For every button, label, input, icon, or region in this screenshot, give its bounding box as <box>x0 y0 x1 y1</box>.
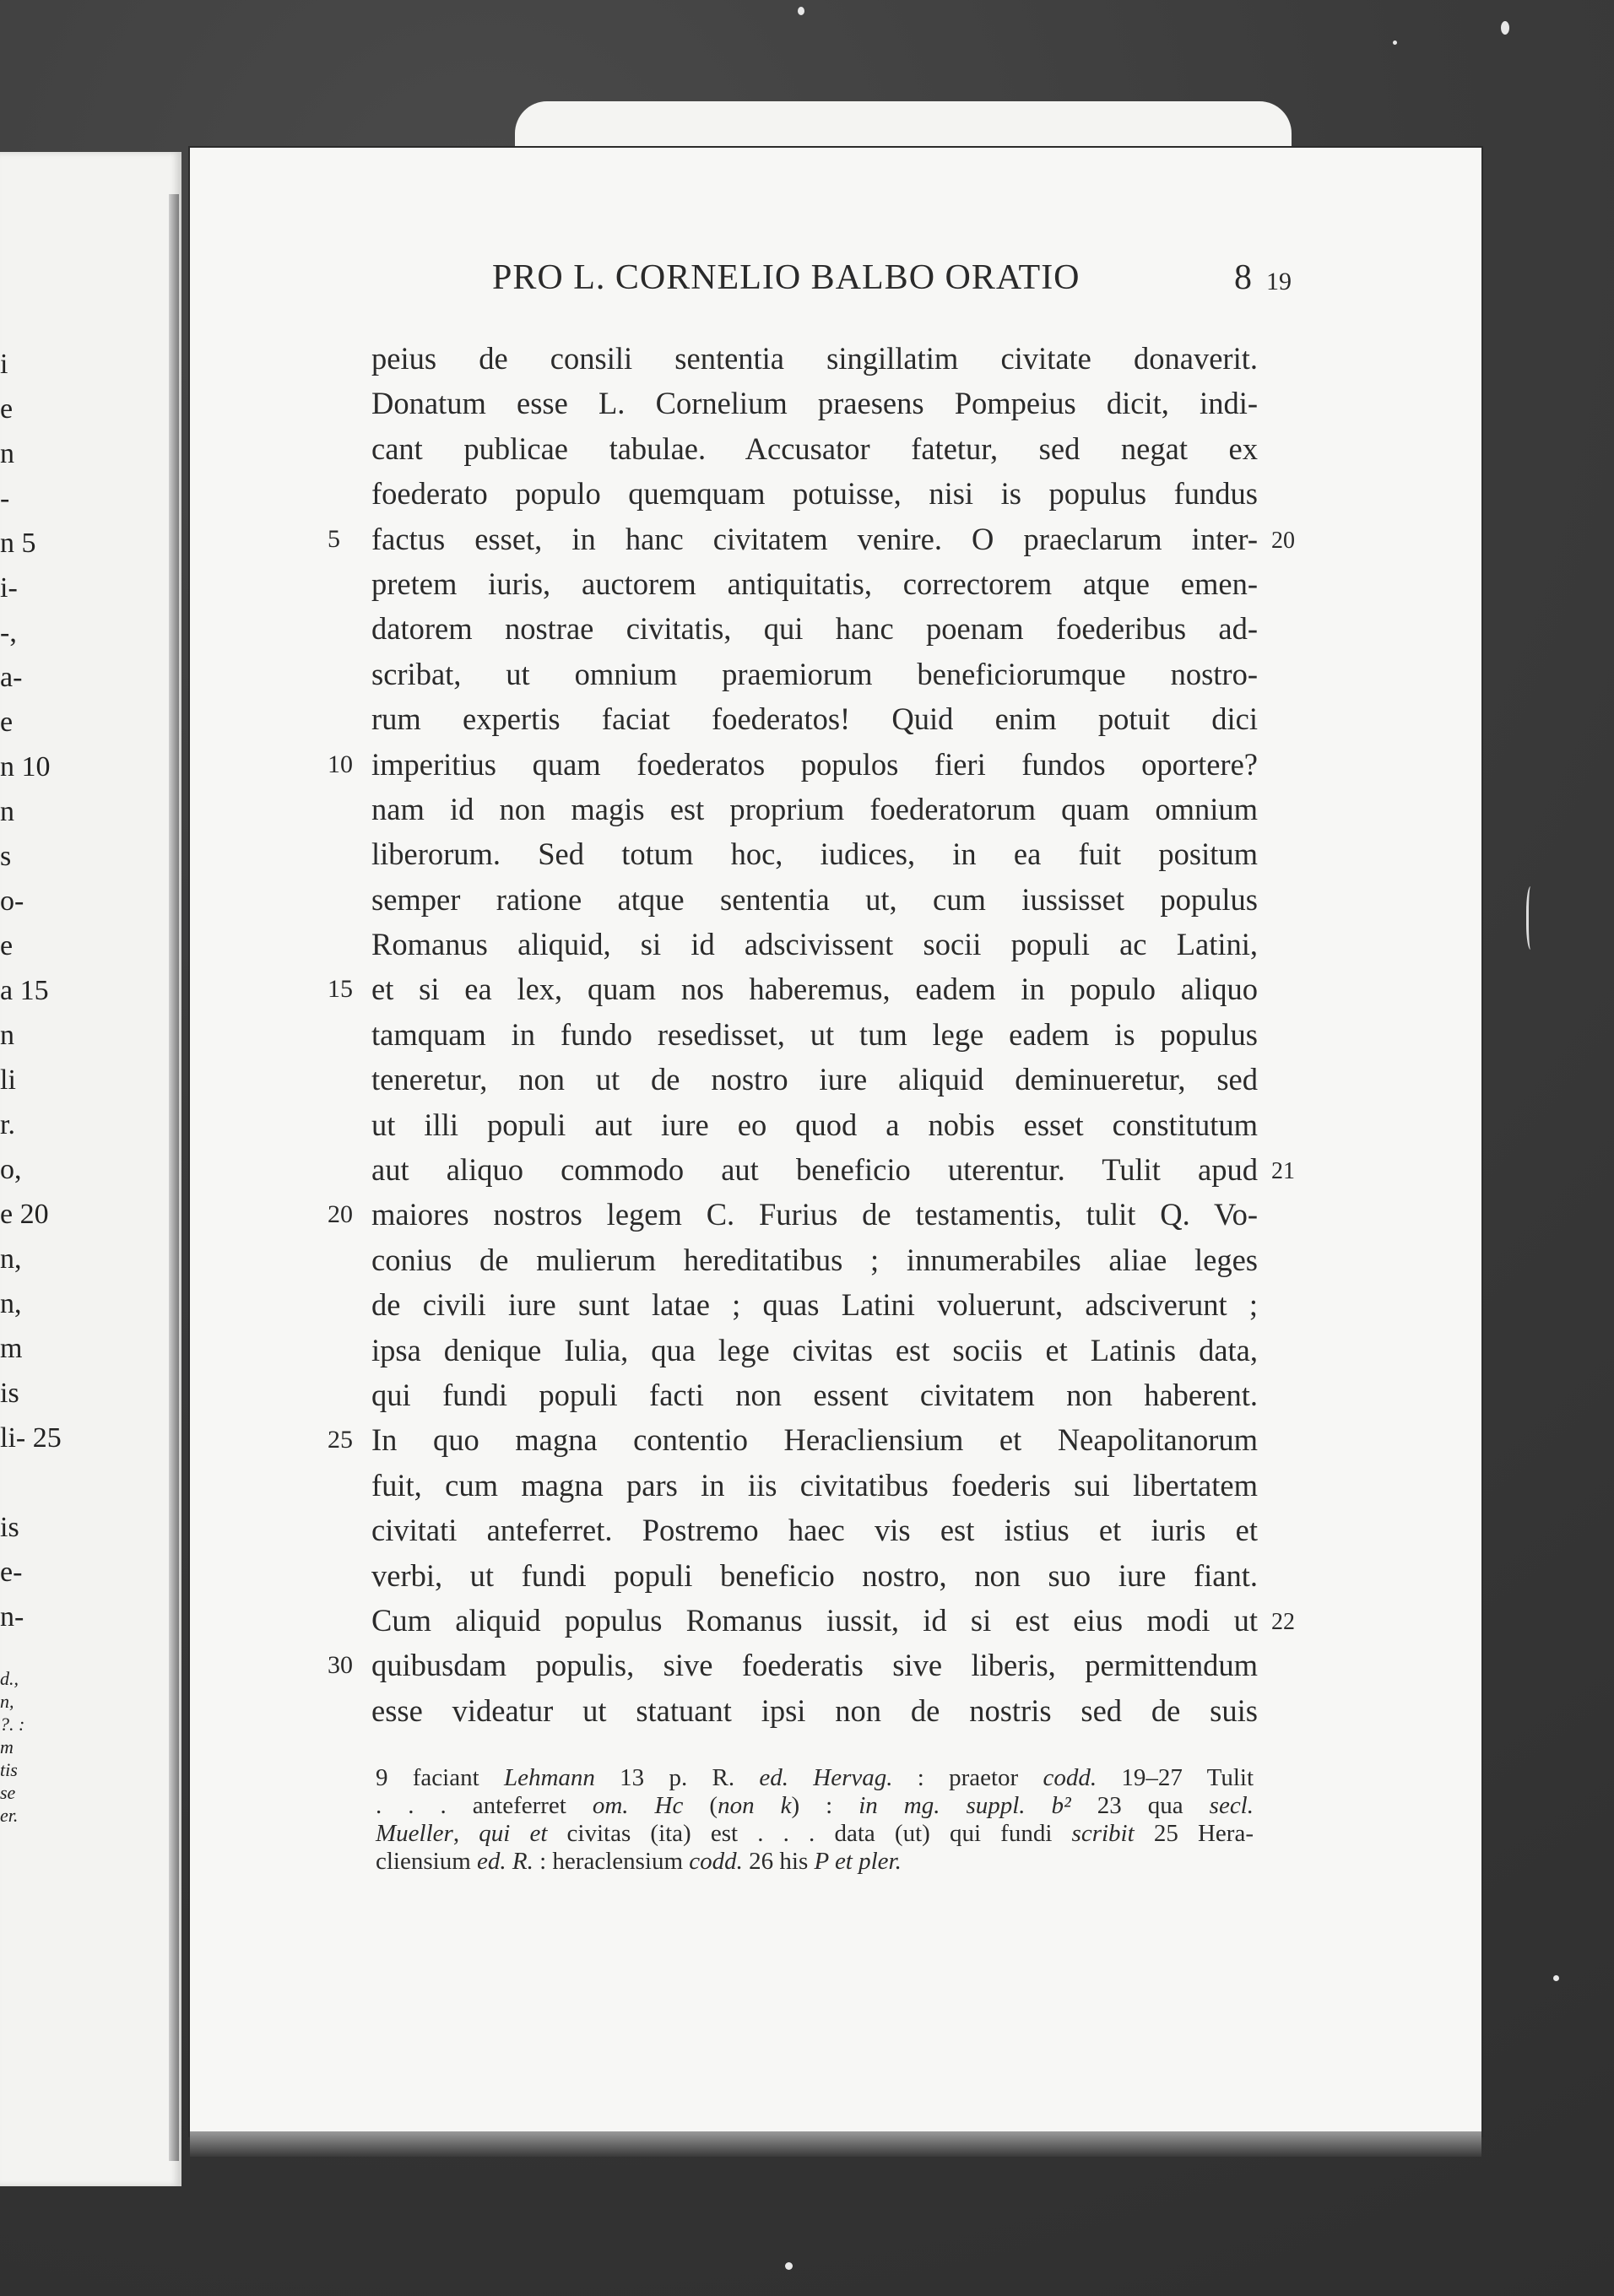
line-text: foederato populo quemquam potuisse, nisi is populus fundus <box>371 476 1258 512</box>
line-text: scribat, ut omnium praemiorum beneficiorumque nostro- <box>371 656 1258 691</box>
text-line <box>371 1508 1258 1552</box>
left-line: li- 25 <box>0 1422 62 1454</box>
left-page-notes <box>0 1667 34 1827</box>
line-text: verbi, ut fundi populi beneficio nostro, non suo iure fiant. <box>371 1557 1258 1593</box>
body-text <box>328 336 1295 1733</box>
text-line <box>371 1328 1258 1373</box>
text-line <box>371 1237 1258 1282</box>
line-text: cant publicae tabulae. Accusator fatetur, sed negat ex <box>371 430 1258 466</box>
text-line <box>371 606 1258 651</box>
line-text: nam id non magis est proprium foederatorum quam omnium <box>371 791 1258 826</box>
apparatus-line: Mueller, qui et civitas (ita) est . . . data (ut) qui fundi scribit 25 Hera- <box>376 1820 1254 1847</box>
left-line: o- <box>0 885 24 917</box>
line-text: Romanus aliquid, si id adscivissent socii populi ac Latini, <box>371 927 1258 962</box>
line-text: et si ea lex, quam nos haberemus, eadem in populo aliquo <box>371 972 1258 1007</box>
left-line: e <box>0 930 14 961</box>
left-note: er. <box>0 1805 19 1826</box>
left-line: i- <box>0 572 18 604</box>
line-text: pretem iuris, auctorem antiquitatis, correctorem atque emen- <box>371 566 1258 601</box>
page-gutter <box>169 194 179 2161</box>
left-line: o, <box>0 1154 22 1185</box>
text-line <box>371 877 1258 922</box>
left-line: is <box>0 1512 19 1543</box>
page-number: 8 <box>1234 258 1252 297</box>
text-line <box>371 1373 1258 1417</box>
section-number: 19 <box>1266 268 1292 295</box>
line-text: qui fundi populi facti non essent civitatem non haberent. <box>371 1377 1258 1412</box>
left-line: n <box>0 438 14 469</box>
left-line: is <box>0 1378 19 1409</box>
line-text: In quo magna contentio Heracliensium et Neapolitanorum <box>371 1422 1258 1458</box>
left-note: se <box>0 1782 16 1803</box>
scan-artifact <box>1526 886 1537 950</box>
left-line: e <box>0 393 14 425</box>
text-line <box>371 1598 1295 1643</box>
left-note: tis <box>0 1759 18 1780</box>
running-header <box>0 257 1614 308</box>
section-marker: 21 <box>1271 1158 1295 1185</box>
left-note: m <box>0 1736 14 1757</box>
apparatus-line: 9 faciant Lehmann 13 p. R. ed. Hervag. : praetor codd. 19–27 Tulit <box>376 1764 1254 1791</box>
left-note: ?. : <box>0 1714 25 1735</box>
left-line <box>0 1460 93 1505</box>
line-text: quibusdam populis, sive foederatis sive liberis, permittendum <box>371 1648 1258 1683</box>
line-text: imperitius quam foederatos populos fieri fundos oportere? <box>371 746 1258 782</box>
critical-apparatus <box>376 1764 1254 1876</box>
left-line: m <box>0 1333 23 1364</box>
line-number: 30 <box>328 1651 353 1680</box>
line-text: semper ratione atque sententia ut, cum iussisset populus <box>371 881 1258 917</box>
text-line <box>371 426 1258 471</box>
text-line <box>328 742 1258 787</box>
line-text: esse videatur ut statuant ipsi non de nostris sed de suis <box>371 1692 1258 1728</box>
text-line <box>371 1282 1258 1327</box>
left-line: a 15 <box>0 975 49 1006</box>
line-text: tamquam in fundo resedisset, ut tum lege eadem is populus <box>371 1016 1258 1052</box>
text-line <box>328 1192 1258 1237</box>
left-line: e- <box>0 1557 23 1588</box>
line-text: Donatum esse L. Cornelium praesens Pompeius dicit, indi- <box>371 386 1258 421</box>
left-page-text <box>0 342 93 1639</box>
apparatus-line: cliensium ed. R. : heraclensium codd. 26 his P et pler. <box>376 1848 902 1875</box>
left-line: i <box>0 349 8 380</box>
line-number: 5 <box>328 524 340 553</box>
text-line <box>371 696 1258 741</box>
text-line <box>371 381 1258 425</box>
left-note: d., <box>0 1668 19 1689</box>
text-line <box>371 1012 1258 1057</box>
line-text: aut aliquo commodo aut beneficio uterentur. Tulit apud <box>371 1152 1258 1188</box>
dust-speck <box>1393 41 1397 45</box>
line-number: 10 <box>328 750 353 778</box>
line-text: fuit, cum magna pars in iis civitatibus foederis sui libertatem <box>371 1467 1258 1503</box>
dust-speck <box>798 7 804 15</box>
left-line: s <box>0 841 12 872</box>
left-note: n, <box>0 1691 14 1712</box>
text-line <box>371 336 1258 381</box>
left-line: n- <box>0 1601 24 1633</box>
left-line: li <box>0 1064 16 1096</box>
text-line <box>371 1463 1258 1508</box>
line-text: teneretur, non ut de nostro iure aliquid deminueretur, sed <box>371 1062 1258 1097</box>
left-line: n 10 <box>0 751 51 782</box>
text-line <box>328 517 1295 561</box>
left-line: n, <box>0 1243 22 1275</box>
line-text: factus esset, in hanc civitatem venire. O praeclarum inter- <box>371 521 1258 556</box>
left-line: e 20 <box>0 1199 49 1230</box>
text-line <box>371 922 1258 967</box>
text-line <box>371 1147 1295 1192</box>
left-line: n 5 <box>0 528 36 559</box>
line-number: 15 <box>328 975 353 1004</box>
left-line: r. <box>0 1109 15 1140</box>
line-text: datorem nostrae civitatis, qui hanc poenam foederibus ad- <box>371 611 1258 647</box>
line-text: peius de consili sententia singillatim civitate donaverit. <box>371 341 1258 376</box>
line-text: civitati anteferret. Postremo haec vis est istius et iuris et <box>371 1513 1258 1548</box>
line-text: liberorum. Sed totum hoc, iudices, in ea fuit positum <box>371 837 1258 872</box>
running-title: PRO L. CORNELIO BALBO ORATIO <box>492 258 1081 297</box>
dust-speck <box>1553 1975 1559 1981</box>
left-line: e <box>0 707 14 738</box>
text-line <box>328 967 1258 1011</box>
left-line: - <box>0 483 10 514</box>
line-text: de civili iure sunt latae ; quas Latini voluerunt, adsciverunt ; <box>371 1287 1258 1323</box>
text-line <box>371 1688 1258 1733</box>
line-text: rum expertis faciat foederatos! Quid enim potuit dici <box>371 701 1258 737</box>
left-line: n <box>0 796 14 827</box>
line-number: 25 <box>328 1426 353 1454</box>
text-line <box>371 1553 1258 1598</box>
section-marker: 20 <box>1271 527 1295 554</box>
line-text: ipsa denique Iulia, qua lege civitas est sociis et Latinis data, <box>371 1332 1258 1367</box>
text-line <box>371 831 1258 876</box>
line-number: 20 <box>328 1200 353 1229</box>
text-line <box>371 561 1258 606</box>
line-text: conius de mulierum hereditatibus ; innumerabiles aliae leges <box>371 1242 1258 1277</box>
page-shadow <box>190 2131 1481 2157</box>
text-line <box>371 1057 1258 1102</box>
section-marker: 22 <box>1271 1608 1295 1635</box>
line-text: maiores nostros legem C. Furius de testamentis, tulit Q. Vo- <box>371 1197 1258 1232</box>
text-line <box>371 652 1258 696</box>
apparatus-line: . . . anteferret om. Hc (non k) : in mg. suppl. b² 23 qua secl. <box>376 1792 1254 1819</box>
dust-speck <box>785 2262 793 2270</box>
text-line <box>371 1102 1258 1147</box>
line-text: ut illi populi aut iure eo quod a nobis esset constitutum <box>371 1107 1258 1142</box>
left-line: a- <box>0 662 23 693</box>
text-line <box>371 471 1258 516</box>
text-line <box>328 1643 1258 1687</box>
text-line <box>371 787 1258 831</box>
dust-speck <box>1501 21 1509 35</box>
line-text: Cum aliquid populus Romanus iussit, id si est eius modi ut <box>371 1602 1258 1638</box>
text-line <box>328 1417 1258 1462</box>
left-line: n <box>0 1020 14 1051</box>
left-line: -, <box>0 617 17 648</box>
left-line: n, <box>0 1288 22 1319</box>
